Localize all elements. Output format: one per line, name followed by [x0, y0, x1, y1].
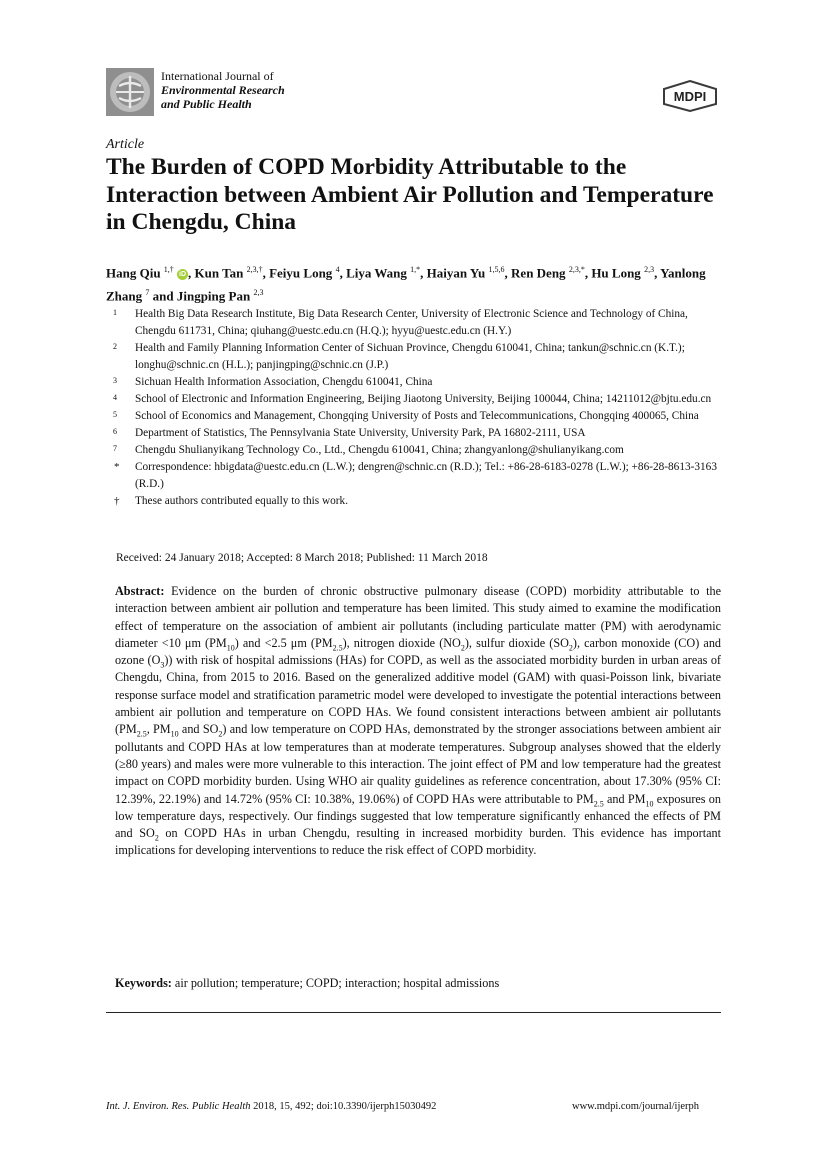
- journal-logo: [106, 68, 154, 116]
- author-affiliation-marker: 2,3: [253, 288, 264, 298]
- footer-journal-abbrev: Int. J. Environ. Res. Public Health: [106, 1101, 251, 1112]
- affiliation-item: [106, 459, 726, 493]
- author-list: Hang Qiu $^{1,\dagger}$ iD , Kun Tan $^{2,3,\dagger}$, Feiyu Long $^4$, Liya Wang $^{1,*}$, Haiyan Yu $^{1,5,6}$, Ren Deng $^{2,3,*}$, Hu Long $^{2,3}$, Yanlong Zhang $^7$ and Jingping Pan $^{2,3}$: [106, 265, 706, 304]
- affiliation-marker: 5: [113, 410, 117, 419]
- author-affiliation-marker: 2,3,*: [568, 265, 585, 274]
- journal-name-line2: Environmental Research: [161, 83, 285, 97]
- orcid-icon[interactable]: iD: [179, 271, 187, 279]
- article-type: Article: [106, 137, 145, 152]
- affiliation-item: [106, 493, 726, 510]
- author-affiliation-marker: 1,5,6: [488, 265, 505, 274]
- author-name: Ren Deng: [511, 265, 566, 281]
- footer-citation: [106, 1101, 436, 1112]
- author-name: Feiyu Long: [269, 265, 333, 281]
- paper-title: The Burden of COPD Morbidity Attributable to the Interaction between Ambient Air Pollution and Temperature in Chengdu, China: [106, 154, 714, 235]
- affiliation-item: [106, 442, 726, 459]
- footer-citation-text: 2018, 15, 492; doi:10.3390/ijerph15030492: [253, 1101, 437, 1112]
- author-name: Liya Wang: [346, 265, 407, 281]
- journal-name: [161, 69, 285, 111]
- affiliation-text: School of Economics and Management, Chongqing University of Posts and Telecommunications, Chongqing 400065, China: [135, 410, 699, 422]
- mdpi-logo-text: MDPI: [673, 89, 707, 104]
- keywords-label: Keywords:: [115, 976, 172, 990]
- author-name: Kun Tan: [194, 265, 244, 281]
- publication-dates: Received: 24 January 2018; Accepted: 8 March 2018; Published: 11 March 2018: [116, 552, 488, 564]
- keywords-text: air pollution; temperature; COPD; interaction; hospital admissions: [174, 976, 500, 990]
- affiliation-item: [106, 391, 726, 408]
- affiliation-item: [106, 408, 726, 425]
- affiliation-marker: †: [114, 495, 120, 507]
- affiliation-text: Correspondence: hbigdata@uestc.edu.cn (L.W.); dengren@schnic.cn (R.D.); Tel.: +86-28-6183-0278 (L.W.); +86-28-8613-3163 (R.D.): [135, 461, 717, 490]
- affiliation-marker: 1: [113, 308, 117, 317]
- affiliation-text: Department of Statistics, The Pennsylvania State University, University Park, PA 16802-2111, USA: [135, 427, 586, 439]
- affiliation-text: Health Big Data Research Institute, Big Data Research Center, University of Electronic Science and Technology of China, Chengdu 611731, China; qiuhang@uestc.edu.cn (H.Q.); hyyu@uestc.edu.cn (H.Y.): [135, 308, 688, 337]
- author-name: Yanlong Zhang: [106, 265, 706, 304]
- abstract: [115, 583, 721, 860]
- author-affiliation-marker: 7: [145, 288, 150, 298]
- keywords: [115, 976, 499, 991]
- author-name: Jingping Pan: [176, 288, 251, 304]
- affiliations: [106, 306, 726, 510]
- affiliation-text: Chengdu Shulianyikang Technology Co., Ltd., Chengdu 610041, China; zhangyanlong@shulianyikang.com: [135, 444, 624, 456]
- affiliation-marker: 4: [113, 393, 117, 402]
- affiliation-item: [106, 340, 726, 374]
- author-affiliation-marker: 4: [335, 265, 340, 274]
- affiliation-marker: 7: [113, 444, 117, 453]
- section-divider: [106, 1012, 721, 1013]
- journal-name-line3: and Public Health: [161, 97, 252, 111]
- affiliation-item: [106, 306, 726, 340]
- author-affiliation-marker: 1,†: [163, 265, 174, 274]
- affiliation-item: [106, 374, 726, 391]
- author-name: Haiyan Yu: [426, 265, 486, 281]
- journal-name-line1: International Journal of: [161, 69, 274, 83]
- affiliation-marker: 6: [113, 427, 117, 436]
- author-name: Hu Long: [591, 265, 641, 281]
- abstract-label: Abstract:: [115, 584, 165, 598]
- author-affiliation-marker: 2,3: [644, 265, 655, 274]
- mdpi-logo: [660, 80, 720, 112]
- affiliation-text: These authors contributed equally to this work.: [135, 495, 349, 507]
- footer-url[interactable]: www.mdpi.com/journal/ijerph: [572, 1101, 700, 1112]
- affiliation-text: Sichuan Health Information Association, Chengdu 610041, China: [135, 376, 433, 388]
- affiliation-marker: 2: [113, 342, 117, 351]
- abstract-text: Evidence on the burden of chronic obstructive pulmonary disease (COPD) morbidity attributable to the interaction between ambient air pollution and temperature has been limited. This study aimed to examine the modification effect of temperature on the association of ambient air pollutants (including particulate matter (PM) with aerodynamic diameter <10 μm $(PM_{10})$ and <2.5 μm $(PM_{2.5})$, nitrogen dioxide $(NO_2)$, sulfur dioxide $(SO_2)$, carbon monoxide (CO) and ozone $(O_3)$) with risk of hospital admissions (HAs) for COPD, as well as the associated morbidity burden in urban areas of Chengdu, China, from 2015 to 2016. Based on the generalized additive model (GAM) with quasi-Poisson link, bivariate response surface model and stratification parametric model were developed to investigate the potential interactions between ambient air pollution and temperature on COPD HAs. We found consistent interactions between ambient air pollutants ($PM_{2.5}$, $PM_{10}$ and $SO_2$) and low temperature on COPD HAs, demonstrated by the stronger associations between ambient air pollutants and COPD HAs at low temperatures than at moderate temperatures. Subgroup analyses showed that the elderly (≥80 years) and males were more vulnerable to this interaction. The joint effect of PM and low temperature had the greatest impact on COPD morbidity burden. Using WHO air quality guidelines as reference concentration, about 17.30% (95% CI: 12.39%, 22.19%) and 14.72% (95% CI: 10.38%, 19.06%) of COPD HAs were attributable to $PM_{2.5}$ and $PM_{10}$ exposures on low temperature days, respectively. Our findings suggested that low temperature significantly enhanced the effects of PM and $SO_2$ on COPD HAs in urban Chengdu, resulting in increased morbidity burden. This evidence has important implications for developing interventions to reduce the risk effect of COPD morbidity.: [115, 584, 722, 858]
- affiliation-text: Health and Family Planning Information Center of Sichuan Province, Chengdu 610041, China; tankun@schnic.cn (K.T.); longhu@schnic.cn (H.L.); panjingping@schnic.cn (J.P.): [135, 342, 685, 371]
- affiliation-text: School of Electronic and Information Engineering, Beijing Jiaotong University, Beijing 100044, China; 14211012@bjtu.edu.cn: [135, 393, 712, 405]
- author-affiliation-marker: 2,3,†: [246, 265, 263, 274]
- affiliation-marker: 3: [113, 376, 117, 385]
- author-affiliation-marker: 1,*: [410, 265, 421, 274]
- affiliation-item: [106, 425, 726, 442]
- author-name: Hang Qiu: [106, 265, 161, 281]
- affiliation-marker: *: [114, 461, 120, 473]
